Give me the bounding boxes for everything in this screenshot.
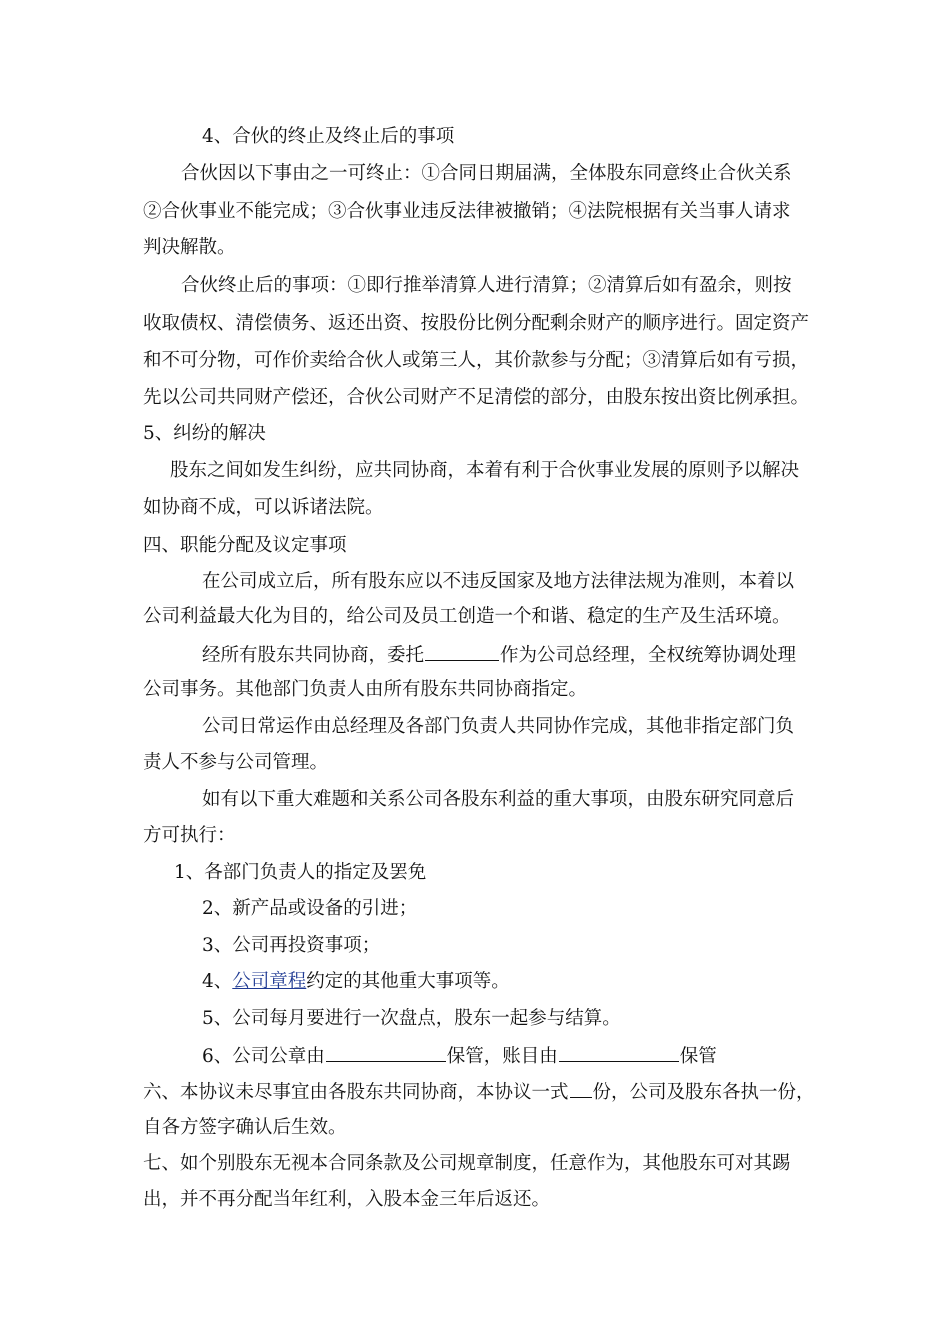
section-4-paragraph-1-line-1: 合伙因以下事由之一可终止：①合同日期届满，全体股东同意终止合伙关系 <box>181 163 792 184</box>
section-iv-paragraph-2-line-2: 公司事务。其他部门负责人由所有股东共同协商指定。 <box>143 679 588 700</box>
list-item-1: 1、各部门负责人的指定及罢免 <box>174 862 427 883</box>
section-iv-paragraph-3-line-1: 公司日常运作由总经理及各部门负责人共同协作完成，其他非指定部门负 <box>202 716 795 737</box>
accounts-keeper-blank <box>559 1041 679 1062</box>
seal-keeper-blank <box>326 1041 446 1062</box>
section-5-heading: 5、纠纷的解决 <box>143 423 266 444</box>
custody-suffix: 保管 <box>679 1046 717 1067</box>
section-iv-heading: 四、职能分配及议定事项 <box>143 535 347 556</box>
section-5-paragraph-line-1: 股东之间如发生纠纷，应共同协商，本着有利于合伙事业发展的原则予以解决 <box>170 460 800 481</box>
section-4-paragraph-2-line-1: 合伙终止后的事项：①即行推举清算人进行清算；②清算后如有盈余，则按 <box>181 275 792 296</box>
section-4-paragraph-1-line-3: 判决解散。 <box>143 237 236 258</box>
seal-custody-text: 6、公司公章由 <box>202 1046 325 1067</box>
list-item-4 <box>202 968 510 996</box>
list-item-2: 2、新产品或设备的引进； <box>202 898 418 919</box>
appoint-text-post: 作为公司总经理，全权统筹协调处理 <box>500 645 797 666</box>
company-charter-link[interactable]: 公司章程 <box>232 971 307 992</box>
list-item-3: 3、公司再投资事项； <box>202 935 381 956</box>
list-item-4-text: 约定的其他重大事项等。 <box>306 971 510 992</box>
general-manager-blank <box>425 640 499 661</box>
section-vi-text-post: 份，公司及股东各执一份， <box>592 1082 815 1103</box>
list-item-5: 5、公司每月要进行一次盘点，股东一起参与结算。 <box>202 1008 621 1029</box>
section-iv-paragraph-1-line-1: 在公司成立后，所有股东应以不违反国家及地方法律法规为准则，本着以 <box>202 571 795 592</box>
section-5-paragraph-line-2: 如协商不成，可以诉诸法院。 <box>143 497 384 518</box>
appoint-text-pre: 经所有股东共同协商，委托 <box>202 645 425 666</box>
list-item-6 <box>202 1041 717 1069</box>
section-vii-line-2: 出，并不再分配当年红利，入股本金三年后返还。 <box>143 1189 551 1210</box>
section-4-paragraph-2-line-4: 先以公司共同财产偿还，合伙公司财产不足清偿的部分，由股东按出资比例承担。 <box>143 387 810 408</box>
section-iv-paragraph-2-line-1 <box>202 640 796 668</box>
section-iv-paragraph-4-line-1: 如有以下重大难题和关系公司各股东利益的重大事项，由股东研究同意后 <box>202 789 795 810</box>
section-iv-paragraph-1-line-2: 公司利益最大化为目的，给公司及员工创造一个和谐、稳定的生产及生活环境。 <box>143 606 791 627</box>
section-4-paragraph-2-line-2: 收取债权、清偿债务、返还出资、按股份比例分配剩余财产的顺序进行。固定资产 <box>143 313 810 334</box>
list-item-4-number: 4、 <box>202 971 233 992</box>
copies-count-blank <box>570 1077 592 1098</box>
section-vii-line-1: 七、如个别股东无视本合同条款及公司规章制度，任意作为，其他股东可对其踢 <box>143 1153 791 1174</box>
section-iv-paragraph-3-line-2: 责人不参与公司管理。 <box>143 752 329 773</box>
section-vi-line-1 <box>143 1077 815 1105</box>
section-4-paragraph-2-line-3: 和不可分物，可作价卖给合伙人或第三人，其价款参与分配；③清算后如有亏损， <box>143 350 810 371</box>
section-vi-text-pre: 六、本协议未尽事宜由各股东共同协商，本协议一式 <box>143 1082 569 1103</box>
section-iv-paragraph-4-line-2: 方可执行： <box>143 825 236 846</box>
section-vi-line-2: 自各方签字确认后生效。 <box>143 1117 347 1138</box>
section-4-heading: 4、合伙的终止及终止后的事项 <box>202 126 455 147</box>
accounts-custody-text: 保管，账目由 <box>446 1046 558 1067</box>
section-4-paragraph-1-line-2: ②合伙事业不能完成；③合伙事业违反法律被撤销；④法院根据有关当事人请求 <box>143 201 791 222</box>
